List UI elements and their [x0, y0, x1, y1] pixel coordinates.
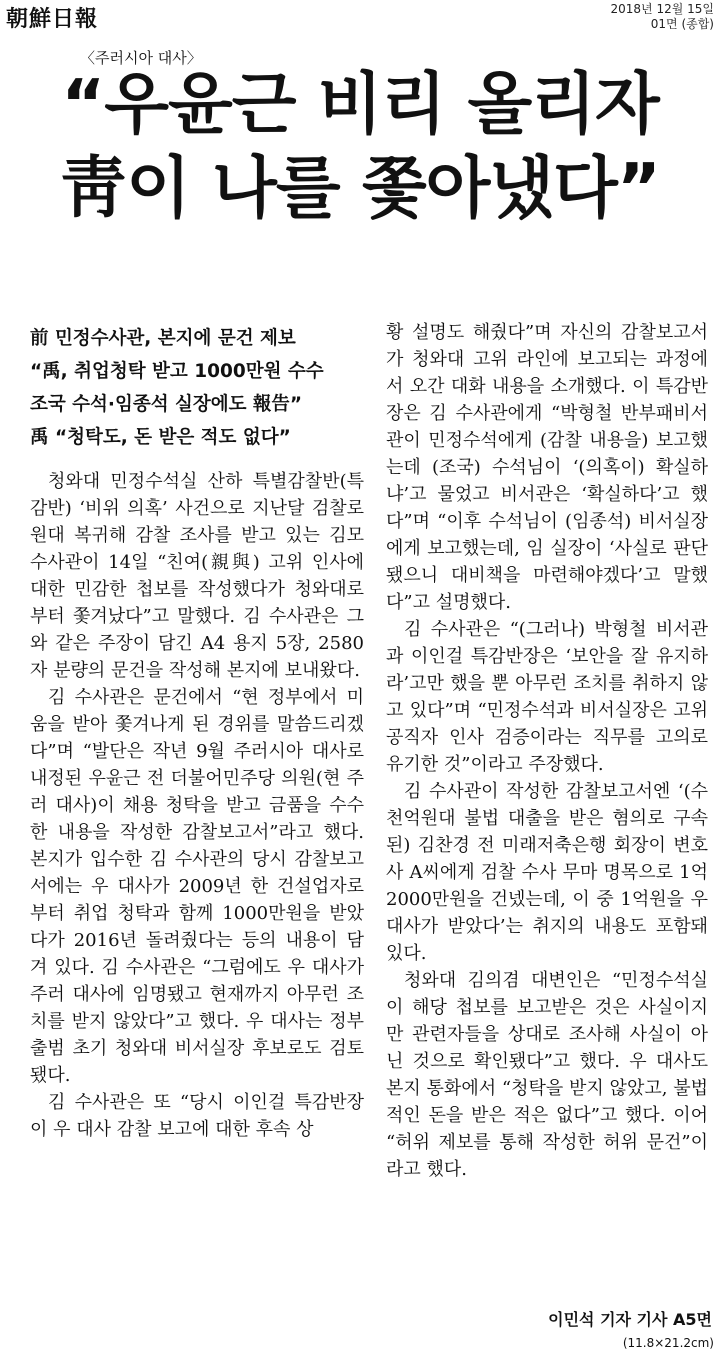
issue-date: 2018년 12월 15일	[610, 2, 714, 16]
article-paragraph: 김 수사관이 작성한 감찰보고서엔 ‘(수천억원대 불법 대출을 받은 혐의로 구속된) 김찬경 전 미래저축은행 회장이 변호사 A씨에게 검찰 수사 무마 명목으로 1억2000만원을 건넸는데, 이 중 1억원을 우 대사가 받았다’는 취지의 내용도 포함돼 있다.	[386, 781, 708, 964]
byline: 이민석 기자 기사 A5면	[548, 1310, 712, 1329]
issue-meta	[611, 2, 714, 32]
headline-kicker: 〈주러시아 대사〉	[80, 49, 202, 67]
article-column-left	[30, 322, 364, 1143]
article-paragraph: 청와대 김의겸 대변인은 “민정수석실이 해당 첩보를 보고받은 것은 사실이지만 관련자들을 상대로 조사해 사실이 아닌 것으로 확인됐다”고 했다. 우 대사도 본지 통화에서 “청탁을 받지 않았고, 불법적인 돈을 받은 적은 없다”고 했다. 이어 “허위 제보를 통해 작성한 허위 문건”이라고 했다.	[386, 970, 708, 1180]
subheadline: 조국 수석·임종석 실장에도 報告”	[30, 394, 303, 415]
headline-line-1: “우윤근 비리 올리자	[61, 65, 659, 143]
article-paragraph: 김 수사관은 문건에서 “현 정부에서 미움을 받아 쫓겨나게 된 경위를 말씀드리겠다”며 “발단은 작년 9월 주러시아 대사로 내정된 우윤근 전 더불어민주당 의원(현 주러 대사)이 채용 청탁을 받고 금품을 수수한 내용을 작성한 감찰보고서”라고 했다. 본지가 입수한 김 수사관의 당시 감찰보고서에는 우 대사가 2009년 한 건설업자로부터 취업 청탁과 함께 1000만원을 받았다가 2016년 돌려줬다는 등의 내용이 담겨 있다. 김 수사관은 “그럼에도 우 대사가 주러 대사에 임명됐고 현재까지 아무런 조치를 받지 않았다”고 했다. 우 대사는 정부 출범 초기 청와대 비서실장 후보로도 검토됐다.	[30, 687, 364, 1086]
clipping-size: (11.8×21.2cm)	[622, 1336, 714, 1350]
subheadline: 禹 “청탁도, 돈 받은 적도 없다”	[30, 427, 291, 448]
page-number: 01면 (종합)	[650, 17, 714, 31]
subheadline: 前 민정수사관, 본지에 문건 제보	[30, 328, 296, 349]
article-paragraph: 청와대 민정수석실 산하 특별감찰반(특감반) ‘비위 의혹’ 사건으로 지난달 검찰로 원대 복귀해 감찰 조사를 받고 있는 김모 수사관이 14일 “친여(親與) 고위 인사에 대한 민감한 첩보를 작성했다가 청와대로부터 쫓겨났다”고 말했다. 김 수사관은 그와 같은 주장이 담긴 A4 용지 5장, 2580자 분량의 문건을 작성해 본지에 보내왔다.	[30, 471, 364, 681]
subheadlines	[30, 322, 364, 454]
headline	[0, 62, 720, 230]
article-paragraph: 황 설명도 해줬다”며 자신의 감찰보고서가 청와대 고위 라인에 보고되는 과정에서 오간 대화 내용을 소개했다. 이 특감반장은 김 수사관에게 “박형철 반부패비서관이 민정수석에게 (감찰 내용을) 보고했는데 (조국) 수석님이 ‘(의혹이) 확실하냐’고 물었고 비서관은 ‘확실하다’고 했다”며 “이후 수석님이 (임종석) 비서실장에게 보고했는데, 임 실장이 ‘사실로 판단됐으니 대비책을 마련해야겠다’고 말했다”고 설명했다.	[386, 322, 708, 613]
article-column-right	[386, 319, 708, 1183]
article-paragraph: 김 수사관은 “(그러나) 박형철 비서관과 이인걸 특감반장은 ‘보안을 잘 유지하라’고만 했을 뿐 아무런 조치를 취하지 않고 있다”며 “민정수석과 비서실장은 고위공직자 인사 검증이라는 직무를 고의로 유기한 것”이라고 주장했다.	[386, 619, 708, 775]
subheadline: “禹, 취업청탁 받고 1000만원 수수	[30, 361, 324, 382]
article-paragraph: 김 수사관은 또 “당시 이인걸 특감반장이 우 대사 감찰 보고에 대한 후속 상	[30, 1092, 364, 1140]
newspaper-logo: 朝鮮日報	[6, 6, 99, 32]
headline-line-2: 靑이 나를 쫓아냈다”	[60, 149, 660, 227]
